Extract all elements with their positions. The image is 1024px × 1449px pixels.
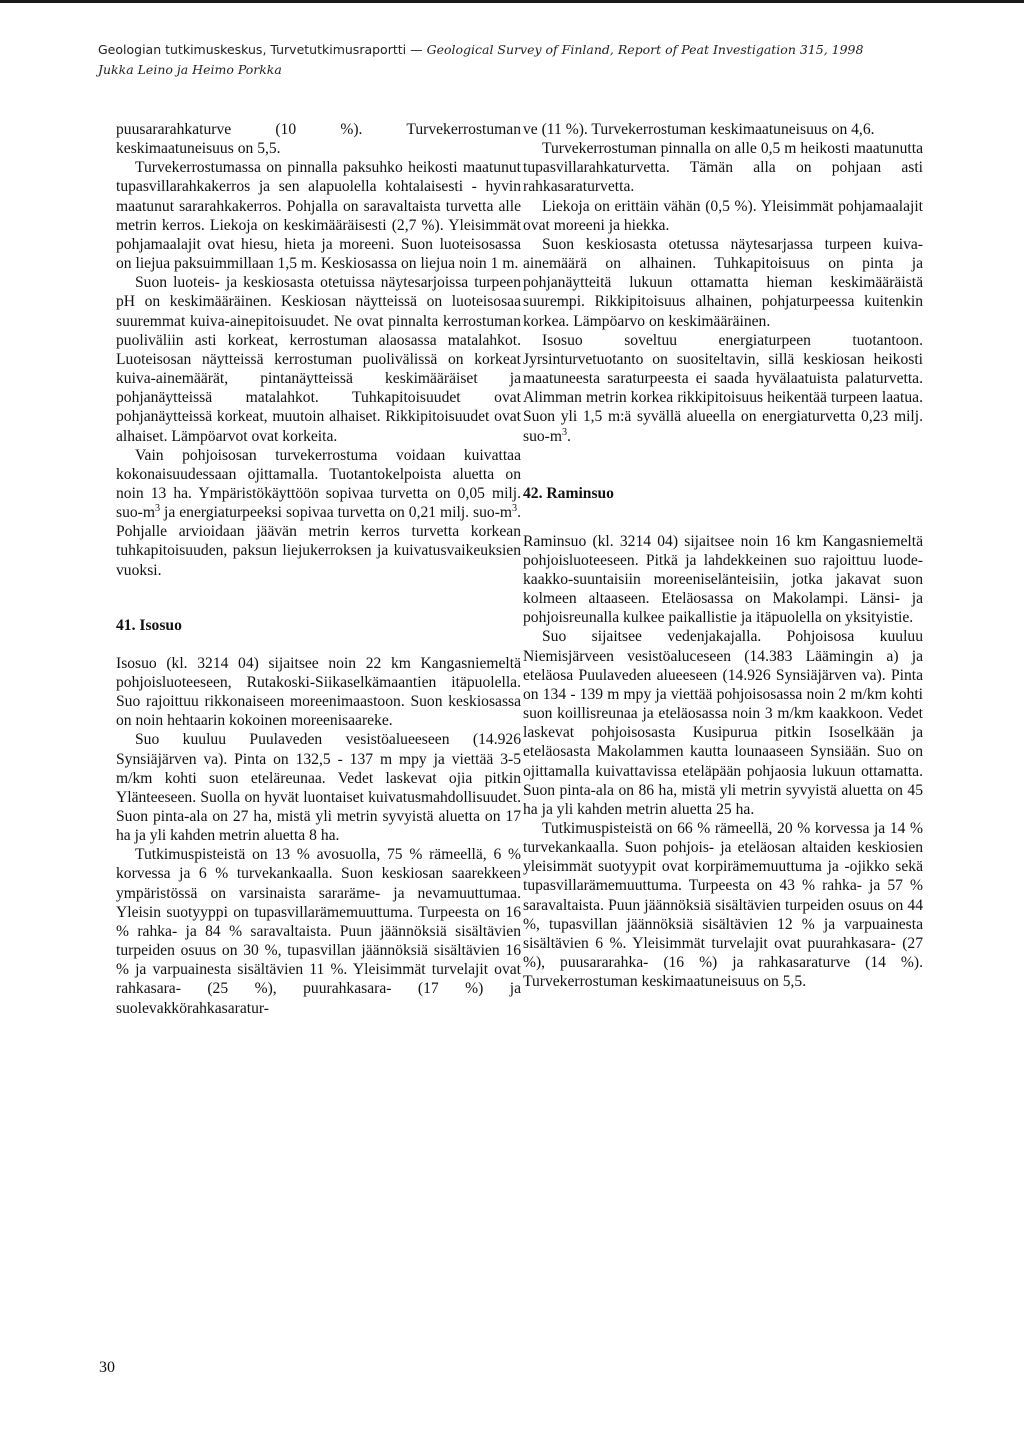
right-paragraph-8: Tutkimuspisteistä on 66 % rämeellä, 20 % korvessa ja 14 % turvekankaalla. Suon pohjois- ja eteläosan altaiden keskiosien yleisimmät suotyypit ovat korpirämemuuttuma ja -ojikko sekä tupasvillarämemuuttuma. Turpeesta on 43 % rahka- ja 57 % saravaltaista. Puun jäännöksiä sisältävien turpeiden osuus on 44 %, tupasvillan jäännöksiä sisältävien 12 % ja varpuainesta sisältävien 6 %. Yleisimmät turvelajit ovat puurahkasara- (27 %), puusararahka- (16 %) ja rahkasaraturve (14 %). Turvekerrostuman keskimaatuneisuus on 5,5. [523,820,923,991]
heading-spacer [116,635,521,654]
series-dash: — [406,42,427,57]
right-paragraph-7: Suo sijaitsee vedenjakajalla. Pohjoisosa kuuluu Niemisjärveen vesistöaluceseen (14.383 Läämingin a) ja eteläosa Puulaveden alueeseen (14.926 Synsiäjärven va). Pinta on 134 - 139 m mpy ja viettää pohjoisosassa noin 2 m/km kohti suon koillisreunaa ja eteläosassa noin 3 m/km kaakkoon. Vedet laskevat pohjoisosasta Kusipurua pitkin Isoselkään ja eteläosasta Makolammen kautta lounaaseen Synsiään. Suo on ojittamalla kuivattavissa eteläpään pohjaosia lukuun ottamatta. Suon pinta-ala on 86 ha, mistä yli metrin syvyistä aluetta on 45 ha ja yli kahden metrin aluetta 25 ha. [523,628,923,818]
right-p5-text-b: . [567,427,571,445]
left-column [116,120,521,1018]
right-paragraph-1: ve (11 %). Turvekerrostuman keskimaatuneisuus on 4,6. [523,121,875,138]
left-paragraph-1: puusararahkaturve (10 %). Turvekerrostuman keskimaatuneisuus on 5,5. [116,121,521,158]
right-paragraph-4: Suon keskiosasta otetussa näytesarjassa turpeen kuiva-ainemäärä on alhainen. Tuhkapitoisuus on pinta ja pohjanäytteitä lukuun ottamatta hieman keskimääräistä suurempi. Rikkipitoisuus alhainen, pohjaturpeessa kuitenkin korkea. Lämpöarvo on keskimääräinen. [523,235,923,330]
heading-spacer [523,503,923,532]
series-finnish: Geologian tutkimuskeskus, Turvetutkimusraportti [98,42,407,57]
section-spacer [116,580,521,616]
right-p5-text-a: Isosuo soveltuu energiaturpeen tuotantoon. Jyrsinturvetuotanto on suositeltavin, sillä keskiosan heikosti maatuneesta saraturpeesta ei saada hyvälaatuista palaturvetta. Alimman metrin korkea rikkipitoisuus heikentää turpeen laatua. Suon yli 1,5 m:ä syvällä alueella on energiaturvetta 0,23 milj. suo-m [523,331,923,445]
left-paragraph-3: Suon luoteis- ja keskiosasta otetuissa näytesarjoissa turpeen pH on keskimääräinen. Keskiosan näytteissä on luoteisosaa suuremmat kuiva-ainepitoisuudet. Ne ovat pinnalta kerrostuman puoliväliin asti korkeat, kerrostuman alaosassa matalahkot. Luoteisosan näytteissä kerrostuman puolivälissä on korkeat kuiva-ainemäärät, pintanäytteissä keskimääräiset ja pohjanäytteissä matalahkot. Tuhkapitoisuudet ovat pohjanäytteissä korkeat, muutoin alhaiset. Rikkipitoisuudet ovat alhaiset. Lämpöarvot ovat korkeita. [116,274,521,445]
left-p4-text-c: . Pohjalle arvioidaan jäävän metrin kerros turvetta korkean tuhkapitoisuuden, paksun liejukerroksen ja kuivatusvaikeuksien vuoksi. [116,504,521,579]
left-p4-text-a: Vain pohjoisosan turvekerrostuma voidaan kuivattaa kokonaisuudessaan ojittamalla. Tuotantokelpoista aluetta on noin 13 ha. Ympäristökäyttöön sopivaa turvetta on 0,05 milj. suo-m [116,446,521,522]
left-paragraph-2: Turvekerrostumassa on pinnalla paksuhko heikosti maatunut tupasvillarahkakerros ja sen alapuolella kohtalaisesti - hyvin maatunut sararahkakerros. Pohjalla on saravaltaista turvetta alle metrin kerros. Liekoja on keskimääräisesti (2,7 %). Yleisimmät pohjamaalajit ovat hiesu, hieta ja moreeni. Suon luoteisosassa on liejua paksuimmillaan 1,5 m. Keskiosassa on liejua noin 1 m. [116,159,521,273]
left-paragraph-5: Isosuo (kl. 3214 04) sijaitsee noin 22 km Kangasniemeltä pohjoisluoteeseen, Rutakoski-Siikaselkämaantien itäpuolella. Suo rajoittuu rikkonaiseen moreenimaastoon. Suon keskiosassa on noin hehtaarin kokoinen moreenisaareke. [116,654,521,730]
right-paragraph-2: Turvekerrostuman pinnalla on alle 0,5 m heikosti maatunutta tupasvillarahkaturvetta. Tämän alla on pohjaan asti rahkasaraturvetta. [523,140,923,196]
section-spacer [523,446,923,484]
right-p5-superscript: 3 [561,426,568,438]
heading-41-isosuo: 41. Isosuo [116,616,182,634]
left-p4-superscript-2: 3 [512,502,518,514]
heading-42-raminsuo: 42. Raminsuo [523,484,614,502]
left-paragraph-7: Tutkimuspisteistä on 13 % avosuolla, 75 % rämeellä, 6 % korvessa ja 6 % turvekankaalla. Suon keskiosan saarekkeen ympäristössä on varsinaista sararäme- ja nevamuuttumaa. Yleisin suotyyppi on tupasvillarämemuuttuma. Turpeesta on 16 % rahka- ja 84 % saravaltaista. Puun jäännöksiä sisältävien turpeiden osuus on 30 %, tupasvillan jäännöksiä sisältävien 16 % ja varpuainesta sisältävien 11 %. Yleisimmät turvelajit ovat rahkasara- (25 %), puurahkasara- (17 %) ja suolevakkörahkasaratur- [116,846,521,1017]
left-p4-superscript-1: 3 [154,502,161,514]
right-paragraph-6: Raminsuo (kl. 3214 04) sijaitsee noin 16 km Kangasniemeltä pohjoisluoteeseen. Pitkä ja lahdekkeinen suo rajoittuu luode-kaakko-suuntaisiin moreeniselänteisiin, jotka jakavat suon kolmeen altaaseen. Eteläosassa on Makolampi. Länsi- ja pohjoisreunalla kulkee paikallistie ja itäpuolella on yksityistie. [523,532,923,627]
left-p4-text-b: ja energiaturpeeksi sopivaa turvetta on 0,21 milj. suo-m [160,504,513,522]
left-paragraph-4 [116,446,521,580]
running-head-line-1 [98,40,978,60]
left-paragraph-6: Suo kuuluu Puulaveden vesistöalueeseen (14.926 Synsiäjärven va). Pinta on 132,5 - 137 m mpy ja viettää 3-5 m/km kohti suon eteläreunaa. Vedet laskevat ojia pitkin Ylänteeseen. Suolla on hyvät luontaiset kuivatusmahdollisuudet. Suon pinta-ala on 27 ha, mistä yli metrin syvyistä aluetta on 17 ha ja yli kahden metrin aluetta 8 ha. [116,731,521,845]
right-paragraph-5 [523,331,923,446]
top-rule [0,0,1024,3]
series-english: Geological Survey of Finland, Report of Peat Investigation 315, 1998 [426,42,864,57]
running-head-authors: Jukka Leino ja Heimo Porkka [98,62,282,77]
right-paragraph-3: Liekoja on erittäin vähän (0,5 %). Yleisimmät pohjamaalajit ovat moreeni ja hiekka. [523,197,923,234]
running-head [98,40,978,80]
right-column [523,120,923,991]
page-number: 30 [99,1359,115,1376]
